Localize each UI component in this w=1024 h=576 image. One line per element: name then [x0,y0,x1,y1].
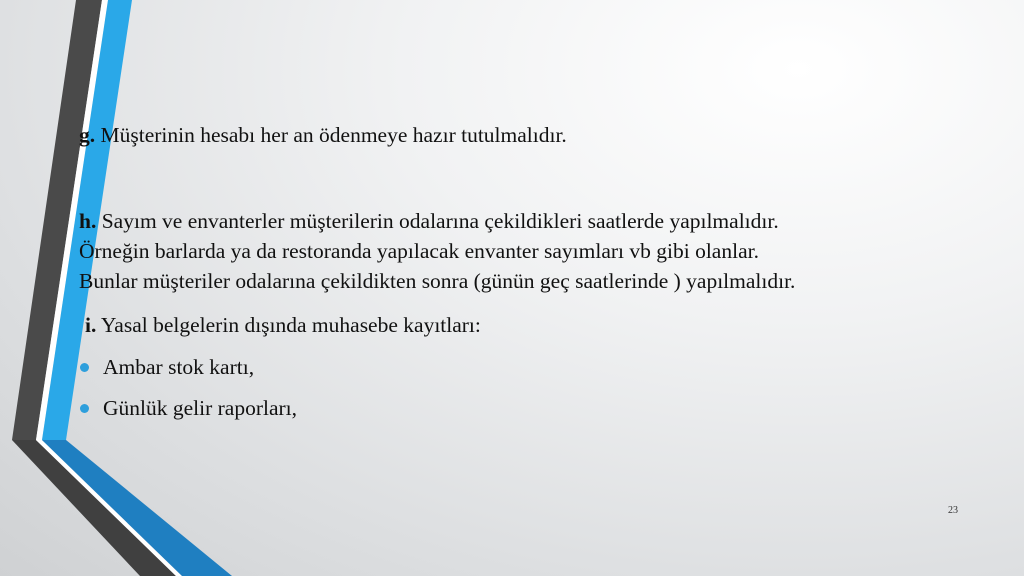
paragraph-h-line-3: Bunlar müşteriler odalarına çekildikten sonra (günün geç saatlerinde ) yapılmalıdır. [79,269,796,293]
bullet-text-1: Ambar stok kartı, [103,355,255,379]
paragraph-g-label: g. [79,123,96,147]
paragraph-h-text-1: Sayım ve envanterler müşterilerin odalarına çekildikleri saatlerde yapılmalıdır. [96,209,779,233]
white-bottom-stripe [36,440,182,576]
paragraph-h-line-1 [79,207,779,235]
bullet-text-2: Günlük gelir raporları, [103,396,298,420]
paragraph-g [79,121,567,149]
paragraph-i-label: i. [85,313,97,337]
paragraph-h-line-2: Örneğin barlarda ya da restoranda yapılacak envanter sayımları vb gibi olanlar. [79,239,759,263]
paragraph-i-text: Yasal belgelerin dışında muhasebe kayıtları: [96,313,481,337]
paragraph-g-text: Müşterinin hesabı her an ödenmeye hazır tutulmalıdır. [95,123,567,147]
paragraph-h-label: h. [79,209,97,233]
dark-gray-bottom-stripe [12,440,176,576]
bullet-dot-icon [80,404,89,413]
page-number: 23 [948,505,958,516]
paragraph-i [85,311,481,339]
bullet-dot-icon [80,363,89,372]
